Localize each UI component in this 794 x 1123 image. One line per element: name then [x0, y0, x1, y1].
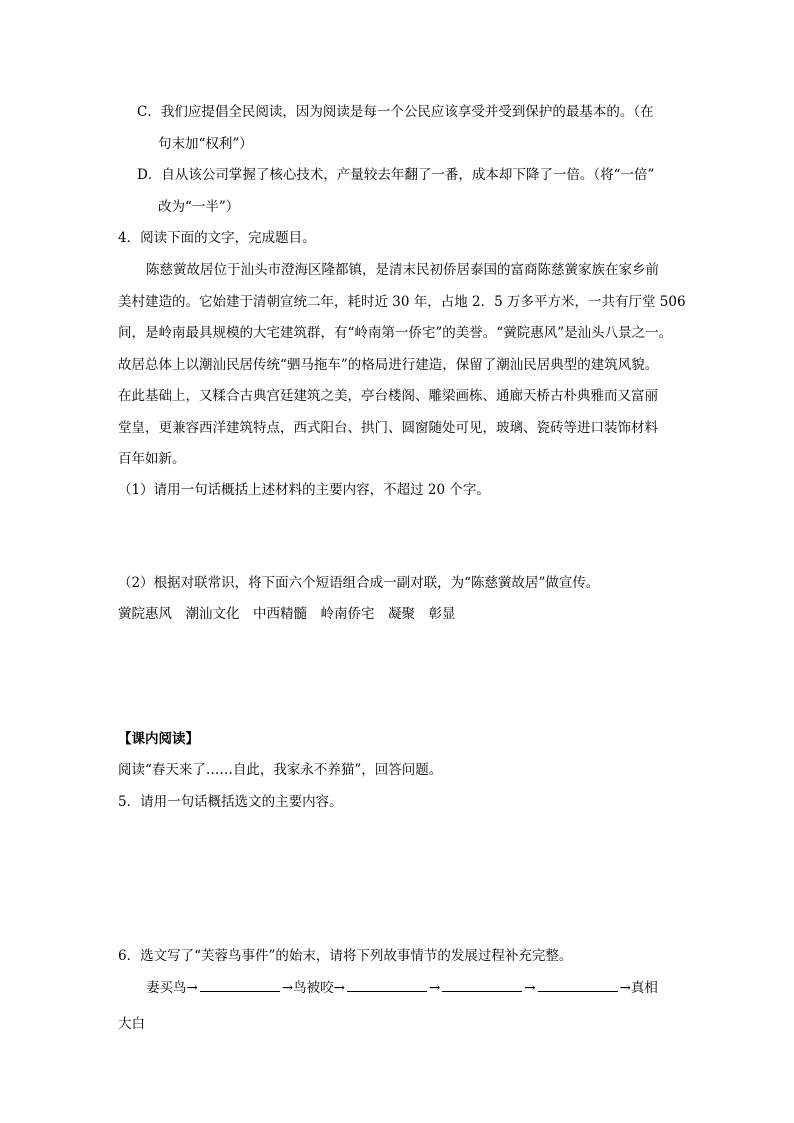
- subquestion-2: （2）根据对联常识，将下面六个短语组合成一副对联，为“陈慈黉故居”做宣传。: [118, 575, 600, 591]
- section-intro: 阅读“春天来了……自此，我家永不养猫”，回答问题。: [118, 762, 443, 778]
- section-heading: 【课内阅读】: [118, 731, 199, 747]
- passage-line: 在此基础上，又糅合古典宫廷建筑之美，亭台楼阁、雕梁画栋、通廊天桥古朴典雅而又富丽: [118, 388, 658, 404]
- question-6-title: 6．选文写了“芙蓉鸟事件”的始末，请将下列故事情节的发展过程补充完整。: [118, 948, 573, 964]
- phrase-list: 黉院惠风 潮汕文化 中西精髓 岭南侨宅 凝聚 彰显: [118, 606, 456, 622]
- option-d-line2: 改为“一半”）: [158, 199, 240, 215]
- plot-step-start: 妻买鸟→: [146, 980, 198, 996]
- plot-arrow: →: [524, 980, 536, 996]
- option-d-line1: D．自从该公司掌握了核心技术，产量较去年翻了一番，成本却下降了一倍。（将“一倍”: [137, 167, 655, 183]
- plot-step-bird-bitten: →鸟被咬→: [281, 980, 345, 996]
- passage-line: 陈慈黉故居位于汕头市澄海区隆都镇，是清末民初侨居泰国的富商陈慈黉家族在家乡前: [146, 262, 659, 278]
- passage-line: 美村建造的。它始建于清朝宣统二年，耗时近 30 年，占地 2．5 万多平方米，一共有厅堂 506: [118, 294, 686, 310]
- option-c-line1: C．我们应提倡全民阅读，因为阅读是每一个公民应该享受并受到保护的最基本的。（在: [137, 104, 654, 120]
- question-5-title: 5．请用一句话概括选文的主要内容。: [118, 794, 343, 810]
- plot-step-truth: →真相: [619, 980, 658, 996]
- answer-blank-4[interactable]: [538, 977, 618, 992]
- answer-blank-3[interactable]: [442, 977, 522, 992]
- subquestion-1: （1）请用一句话概括上述材料的主要内容，不超过 20 个字。: [118, 482, 490, 498]
- question-4-title: 4．阅读下面的文字，完成题目。: [118, 230, 316, 246]
- plot-sequence-line: [146, 977, 658, 998]
- option-c-line2: 句末加“权利”）: [158, 136, 253, 152]
- passage-line: 间，是岭南最具规模的大宅建筑群，有“岭南第一侨宅”的美誉。“黉院惠风”是汕头八景之一。: [118, 325, 673, 341]
- plot-arrow: →: [428, 980, 441, 996]
- answer-blank-2[interactable]: [347, 977, 427, 992]
- passage-line: 故居总体上以潮汕民居传统“驷马拖车”的格局进行建造，保留了潮汕民居典型的建筑风貌。: [118, 357, 659, 373]
- plot-sequence-end: 大白: [118, 1016, 145, 1032]
- passage-line: 堂皇，更兼容西洋建筑特点，西式阳台、拱门、圆窗随处可见，玻璃、瓷砖等进口装饰材料: [118, 420, 658, 436]
- passage-line: 百年如新。: [118, 451, 186, 467]
- answer-blank-1[interactable]: [200, 977, 280, 992]
